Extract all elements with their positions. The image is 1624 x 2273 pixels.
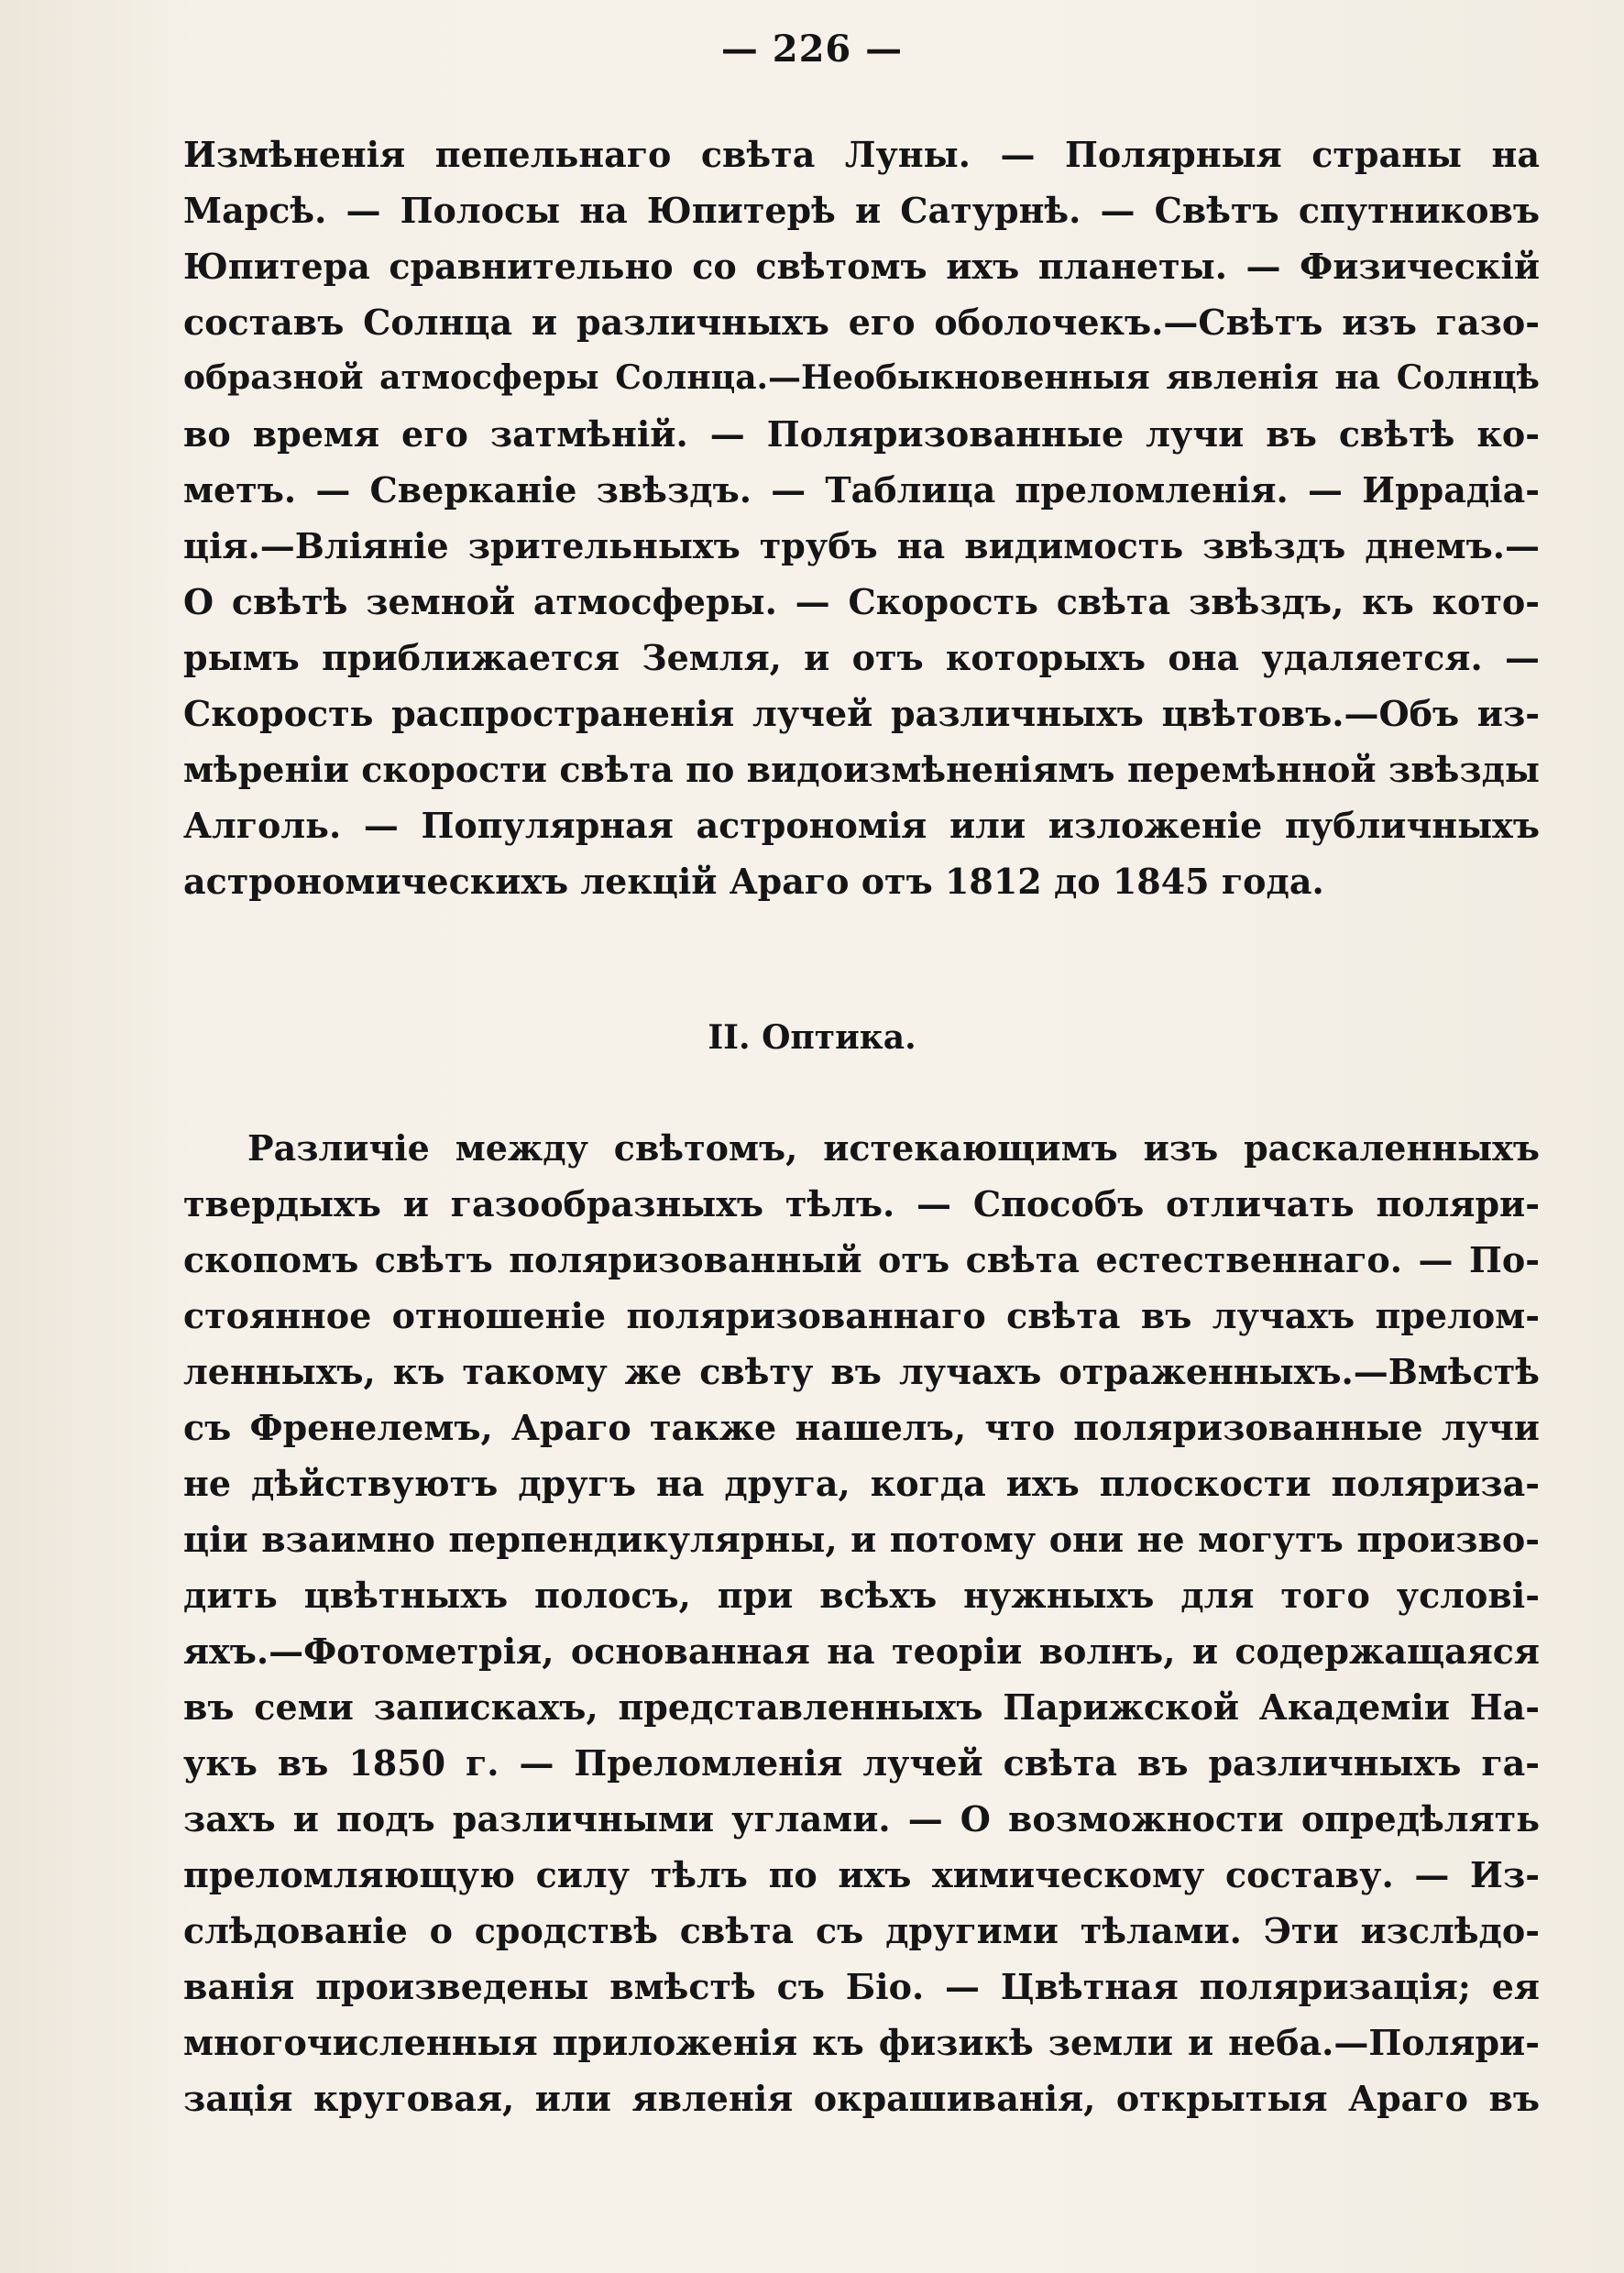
paragraph-optics-topics [183, 1120, 1540, 2126]
text-line: дить цвѣтныхъ полосъ, при всѣхъ нужныхъ для того услові- [183, 1575, 1540, 1616]
text-line: слѣдованіе о сродствѣ свѣта съ другими тѣлами. Эти изслѣдо- [183, 1910, 1540, 1951]
text-line: О свѣтѣ земной атмосферы. — Скорость свѣта звѣздъ, къ кото- [183, 581, 1540, 622]
text-line: съ Френелемъ, Араго также нашелъ, что поляризованные лучи [183, 1407, 1540, 1448]
page-number: — 226 — [720, 27, 904, 71]
text-line: преломляющую силу тѣлъ по ихъ химическому составу. — Из- [183, 1854, 1540, 1895]
text-line: ція.—Вліяніе зрительныхъ трубъ на видимость звѣздъ днемъ.— [183, 525, 1540, 566]
text-line: ціи взаимно перпендикулярны, и потому они не могутъ произво- [183, 1519, 1540, 1560]
text-line: Марсѣ. — Полосы на Юпитерѣ и Сатурнѣ. — Свѣтъ спутниковъ [183, 190, 1540, 231]
text-line: твердыхъ и газообразныхъ тѣлъ. — Способъ отличать поляри- [183, 1183, 1540, 1224]
text-line: метъ. — Сверканіе звѣздъ. — Таблица преломленія. — Иррадіа- [183, 469, 1540, 511]
text-line: ленныхъ, къ такому же свѣту въ лучахъ отраженныхъ.—Вмѣстѣ [183, 1351, 1540, 1392]
text-line: скопомъ свѣтъ поляризованный отъ свѣта естественнаго. — По- [183, 1239, 1540, 1280]
text-line: яхъ.—Фотометрія, основанная на теоріи волнъ, и содержащаяся [183, 1631, 1540, 1672]
section-heading: II. Оптика. [708, 1018, 916, 1057]
text-line: Алголь. — Популярная астрономія или изложеніе публичныхъ [183, 805, 1540, 846]
text-line: Юпитера сравнительно со свѣтомъ ихъ планеты. — Физическій [183, 246, 1540, 287]
text-line: зація круговая, или явленія окрашиванія, открытыя Араго въ [183, 2078, 1540, 2119]
text-line: не дѣйствуютъ другъ на друга, когда ихъ плоскости поляриза- [183, 1463, 1540, 1504]
text-line: стоянное отношеніе поляризованнаго свѣта въ лучахъ прелом- [183, 1295, 1540, 1336]
text-line: захъ и подъ различными углами. — О возможности опредѣлять [183, 1798, 1540, 1839]
paragraph-astronomy-topics [183, 126, 1540, 909]
text-line: рымъ приближается Земля, и отъ которыхъ она удаляется. — [183, 637, 1540, 678]
text-line: Скорость распространенія лучей различныхъ цвѣтовъ.—Объ из- [183, 693, 1540, 734]
text-line: астрономическихъ лекцій Араго отъ 1812 до 1845 года. [183, 861, 1324, 902]
text-line: Измѣненія пепельнаго свѣта Луны. — Полярныя страны на [183, 134, 1540, 175]
text-line: укъ въ 1850 г. — Преломленія лучей свѣта въ различныхъ га- [183, 1742, 1540, 1784]
text-line: во время его затмѣній. — Поляризованные лучи въ свѣтѣ ко- [183, 413, 1540, 455]
text-line: многочисленныя приложенія къ физикѣ земли и неба.—Поляри- [183, 2022, 1540, 2063]
text-line: въ семи запискахъ, представленныхъ Парижской Академіи На- [183, 1686, 1540, 1728]
text-line: образной атмосферы Солнца.—Необыкновенныя явленія на Солнцѣ [183, 358, 1540, 397]
text-line: мѣреніи скорости свѣта по видоизмѣненіямъ перемѣнной звѣзды [183, 749, 1540, 790]
text-line: составъ Солнца и различныхъ его оболочекъ.—Свѣтъ изъ газо- [183, 302, 1540, 343]
text-line: ванія произведены вмѣстѣ съ Біо. — Цвѣтная поляризація; ея [183, 1966, 1540, 2007]
text-line: Различіе между свѣтомъ, истекающимъ изъ раскаленныхъ [247, 1127, 1540, 1169]
